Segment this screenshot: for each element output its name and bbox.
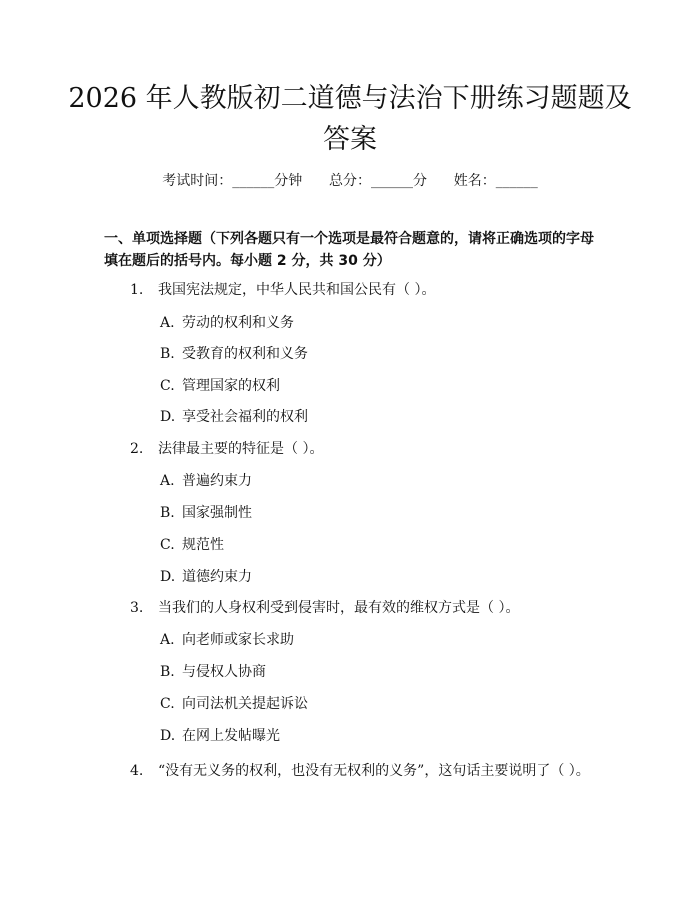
question-4 [104,760,604,782]
option-label: A. [160,632,175,648]
option-label: A. [160,315,175,331]
question-3 [130,597,519,619]
option-text: 劳动的权利和义务 [182,315,294,331]
option-label: C. [160,537,175,553]
option-label: D. [160,409,176,425]
option-text: 向老师或家长求助 [182,632,294,648]
option-text: 与侵权人协商 [182,664,266,680]
question-2 [130,438,323,460]
option-label: C. [160,378,175,394]
option-label: D. [160,569,176,585]
option-1b [160,343,308,365]
option-2a [160,470,252,492]
option-3b [160,661,266,683]
option-text: 规范性 [182,537,224,553]
document-title: 2026 年人教版初二道德与法治下册练习题题及答案 [68,83,632,155]
section-heading: 一、单项选择题（下列各题只有一个选项是最符合题意的，请将正确选项的字母填在题后的括号内。每小题 2 分，共 30 分） [104,231,594,269]
option-text: 国家强制性 [182,505,252,521]
option-label: B. [160,664,175,680]
option-text: 享受社会福利的权利 [182,409,308,425]
option-3d [160,725,280,747]
question-text: 法律最主要的特征是（ ）。 [158,441,324,457]
question-text: “没有无义务的权利，也没有无权利的义务”，这句话主要说明了（ ）。 [158,763,590,779]
option-3c [160,693,308,715]
option-text: 向司法机关提起诉讼 [182,696,308,712]
option-3a [160,629,294,651]
option-text: 管理国家的权利 [182,378,280,394]
option-label: B. [160,346,175,362]
question-text: 当我们的人身权利受到侵害时，最有效的维权方式是（ ）。 [158,600,520,616]
question-number: 4. [130,763,144,779]
question-text: 我国宪法规定，中华人民共和国公民有（ ）。 [158,282,436,298]
option-2d [160,566,252,588]
option-2c [160,534,224,556]
option-1a [160,312,294,334]
option-text: 道德约束力 [182,569,252,585]
option-label: A. [160,473,175,489]
question-number: 1. [130,282,144,298]
option-label: B. [160,505,175,521]
option-1c [160,375,280,397]
question-number: 2. [130,441,144,457]
question-1 [130,279,435,301]
option-label: C. [160,696,175,712]
option-1d [160,406,308,428]
exam-meta-line: 考试时间：______分钟 总分：______分 姓名：______ [162,173,538,189]
option-text: 在网上发帖曝光 [182,728,280,744]
question-number: 3. [130,600,144,616]
option-text: 普遍约束力 [182,473,252,489]
option-label: D. [160,728,176,744]
option-2b [160,502,252,524]
option-text: 受教育的权利和义务 [182,346,308,362]
